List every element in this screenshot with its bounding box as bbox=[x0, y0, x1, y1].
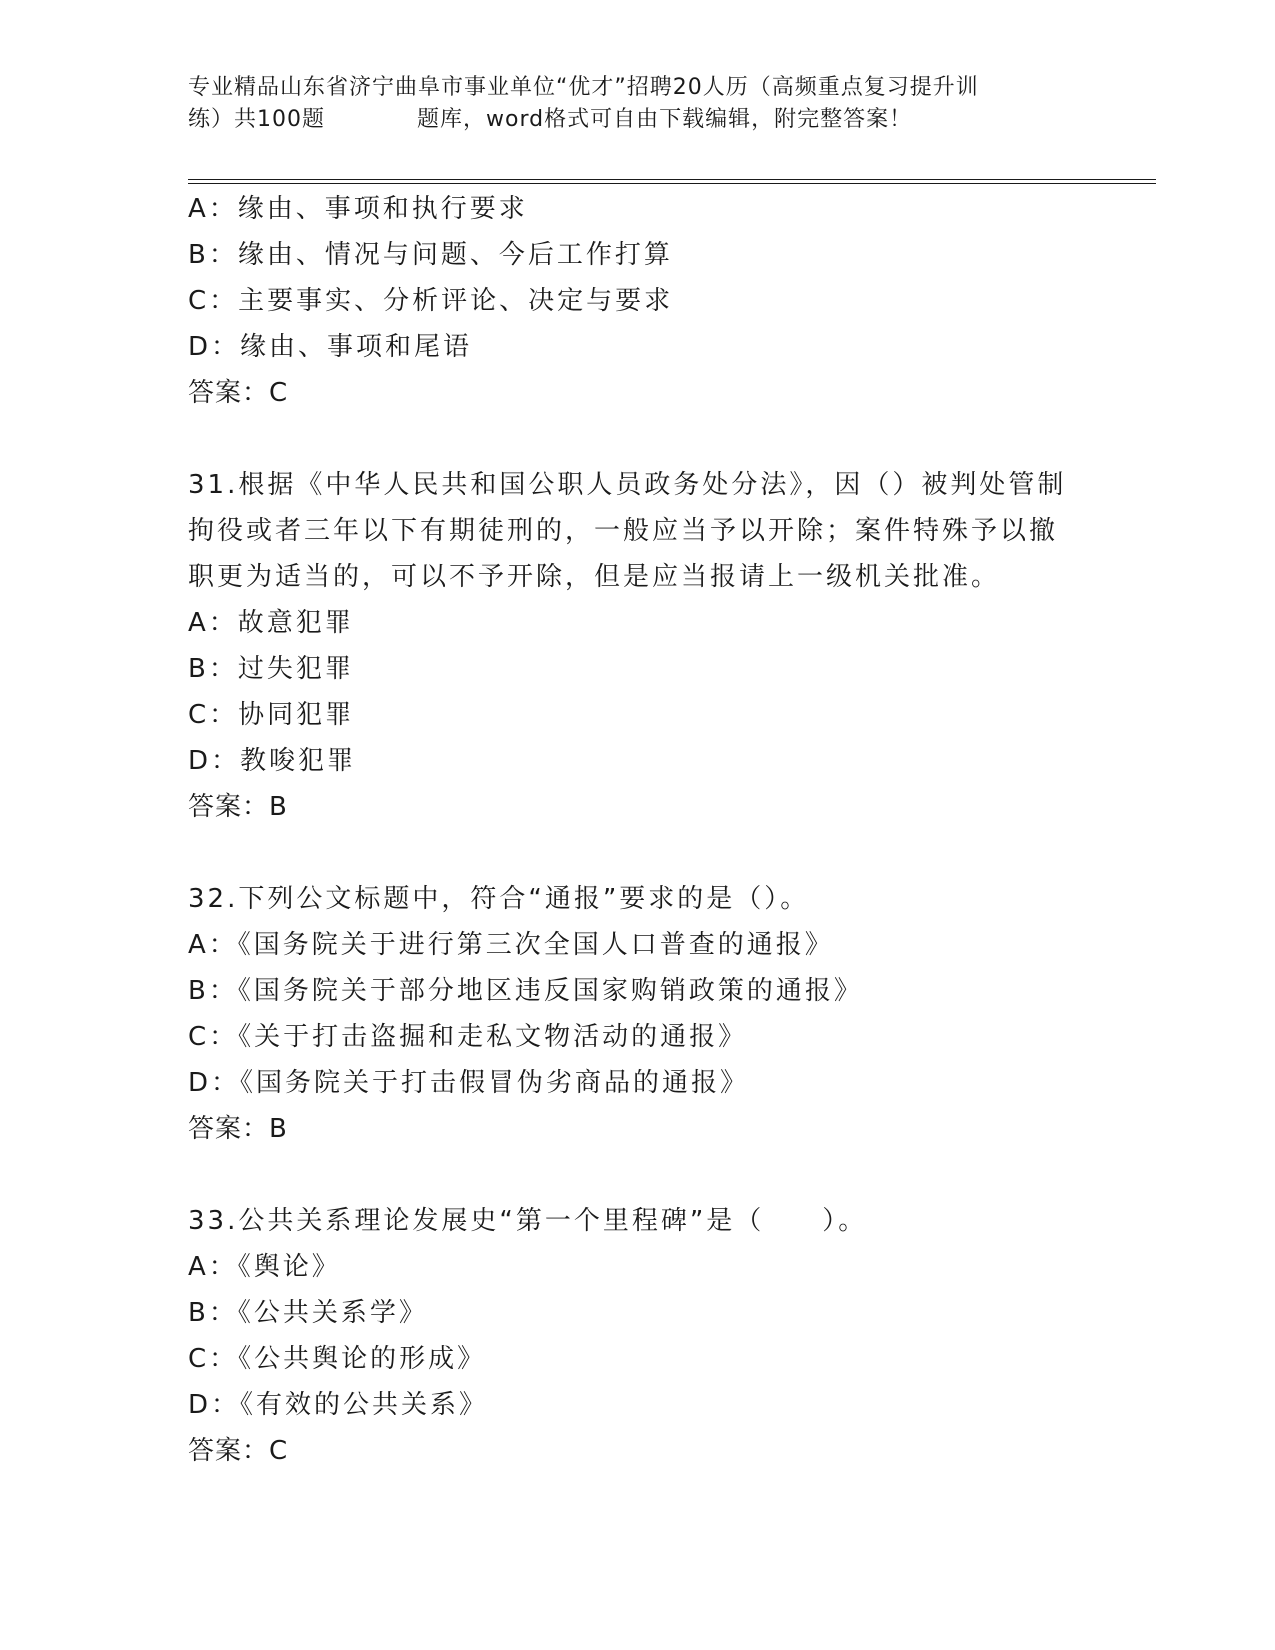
question-33 bbox=[188, 1198, 1088, 1474]
option-b: B：缘由、情况与问题、今后工作打算 bbox=[188, 240, 673, 270]
option-a: A：缘由、事项和执行要求 bbox=[188, 194, 528, 224]
header-line-1: 专业精品山东省济宁曲阜市事业单位“优才”招聘20人历（高频重点复习提升训 bbox=[188, 75, 979, 100]
option-a: A：《国务院关于进行第三次全国人口普查的通报》 bbox=[188, 930, 834, 960]
option-b: B：《公共关系学》 bbox=[188, 1298, 428, 1328]
question-text-line: 32.下列公文标题中，符合“通报”要求的是（）。 bbox=[188, 884, 810, 914]
document-header bbox=[188, 72, 1088, 136]
question-text-line: 职更为适当的，可以不予开除，但是应当报请上一级机关批准。 bbox=[188, 562, 1001, 592]
option-d: D：教唆犯罪 bbox=[188, 746, 357, 776]
option-d: D：缘由、事项和尾语 bbox=[188, 332, 473, 362]
question-text-line: 31.根据《中华人民共和国公职人员政务处分法》，因（）被判处管制 bbox=[188, 470, 1067, 500]
option-b: B：过失犯罪 bbox=[188, 654, 354, 684]
answer: 答案：C bbox=[188, 378, 289, 408]
question-text-line: 33.公共关系理论发展史“第一个里程碑”是（ ）。 bbox=[188, 1206, 868, 1236]
question-30-continued bbox=[188, 186, 1088, 416]
header-rule-bottom bbox=[188, 183, 1156, 184]
option-c: C：《公共舆论的形成》 bbox=[188, 1344, 487, 1374]
document-body bbox=[188, 186, 1088, 1474]
option-d: D：《国务院关于打击假冒伪劣商品的通报》 bbox=[188, 1068, 750, 1098]
header-rule-top bbox=[188, 179, 1156, 180]
option-c: C：主要事实、分析评论、决定与要求 bbox=[188, 286, 674, 316]
answer: 答案：B bbox=[188, 792, 288, 822]
question-text-line: 拘役或者三年以下有期徒刑的，一般应当予以开除；案件特殊予以撤 bbox=[188, 516, 1059, 546]
answer: 答案：C bbox=[188, 1436, 289, 1466]
option-b: B：《国务院关于部分地区违反国家购销政策的通报》 bbox=[188, 976, 863, 1006]
option-c: C：协同犯罪 bbox=[188, 700, 355, 730]
question-31 bbox=[188, 462, 1088, 830]
header-line-2: 练）共100题 题库，word格式可自由下载编辑，附完整答案！ bbox=[188, 107, 913, 132]
option-d: D：《有效的公共关系》 bbox=[188, 1390, 489, 1420]
question-32 bbox=[188, 876, 1088, 1152]
answer: 答案：B bbox=[188, 1114, 288, 1144]
option-a: A：《舆论》 bbox=[188, 1252, 341, 1282]
option-c: C：《关于打击盗掘和走私文物活动的通报》 bbox=[188, 1022, 748, 1052]
option-a: A：故意犯罪 bbox=[188, 608, 354, 638]
